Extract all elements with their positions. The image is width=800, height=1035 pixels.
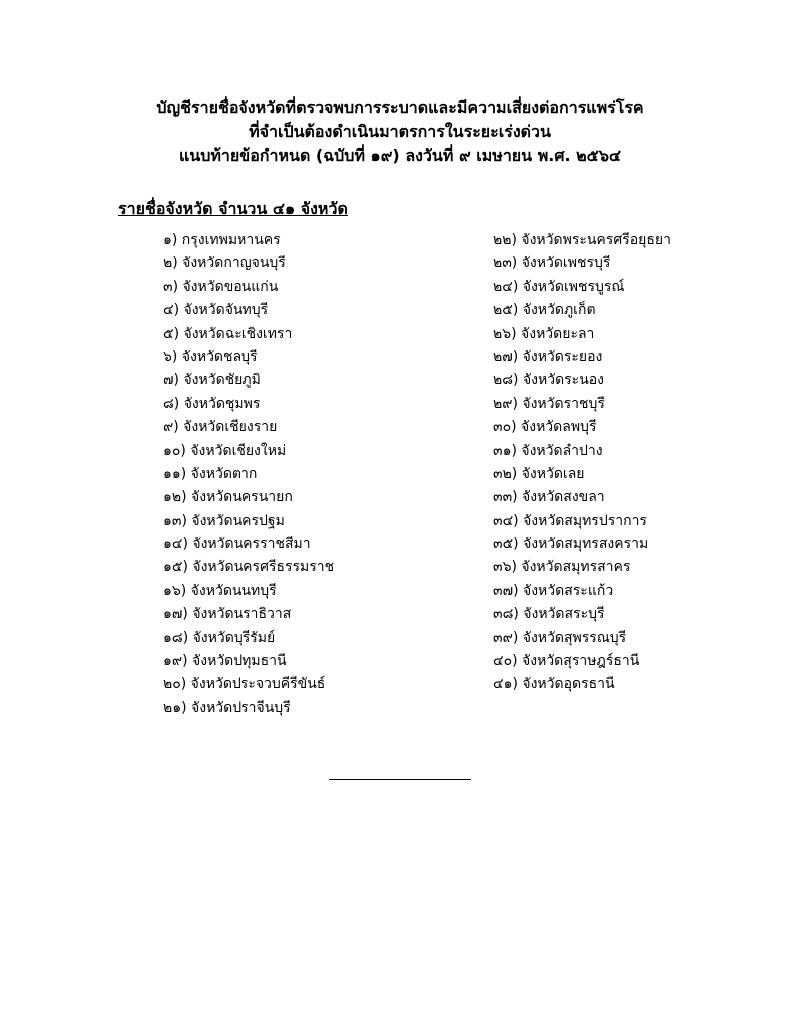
document-title (0, 96, 800, 168)
list-item: ๑๙) จังหวัดปทุมธานี (163, 653, 287, 670)
title-line-1: บัญชีรายชื่อจังหวัดที่ตรวจพบการระบาดและมีความเสี่ยงต่อการแพร่โรค (156, 98, 644, 117)
list-item: ๓) จังหวัดขอนแก่น (163, 278, 279, 295)
list-item: ๑๖) จังหวัดนนทบุรี (163, 582, 277, 599)
list-item: ๑๒) จังหวัดนครนายก (163, 489, 293, 506)
list-item: ๓๑) จังหวัดลำปาง (493, 442, 603, 459)
list-item: ๙) จังหวัดเชียงราย (163, 419, 278, 436)
list-item: ๒๕) จังหวัดภูเก็ต (493, 302, 596, 319)
list-item: ๓๔) จังหวัดสมุทรปราการ (493, 512, 647, 529)
list-item: ๓๗) จังหวัดสระแก้ว (493, 582, 614, 599)
list-item: ๒๑) จังหวัดปราจีนบุรี (163, 699, 291, 716)
list-item: ๑) กรุงเทพมหานคร (163, 232, 281, 248)
list-item: ๑๕) จังหวัดนครศรีธรรมราช (163, 559, 335, 576)
list-item: ๓๖) จังหวัดสมุทรสาคร (493, 559, 631, 576)
list-item: ๓๒) จังหวัดเลย (493, 465, 585, 482)
list-item: ๔๐) จังหวัดสุราษฎร์ธานี (493, 653, 640, 670)
province-list-left (163, 229, 334, 720)
list-item: ๓๐) จังหวัดลพบุรี (493, 419, 597, 436)
closing-divider (329, 779, 471, 780)
list-item: ๑๘) จังหวัดบุรีรัมย์ (163, 629, 276, 646)
list-item: ๒๒) จังหวัดพระนครศรีอยุธยา (493, 232, 671, 248)
list-item: ๖) จังหวัดชลบุรี (163, 348, 258, 365)
list-item: ๔) จังหวัดจันทบุรี (163, 302, 269, 319)
list-item: ๒๓) จังหวัดเพชรบุรี (493, 255, 611, 272)
list-item: ๑๔) จังหวัดนครราชสีมา (163, 536, 311, 553)
list-item: ๓๘) จังหวัดสระบุรี (493, 606, 605, 623)
section-heading: รายชื่อจังหวัด จำนวน ๔๑ จังหวัด (118, 199, 348, 218)
list-item: ๒๖) จังหวัดยะลา (493, 325, 595, 342)
list-item: ๒๐) จังหวัดประจวบคีรีขันธ์ (163, 676, 326, 693)
list-item: ๓๓) จังหวัดสงขลา (493, 489, 605, 506)
list-item: ๑๐) จังหวัดเชียงใหม่ (163, 442, 287, 459)
list-item: ๔๑) จังหวัดอุดรธานี (493, 676, 615, 693)
title-line-3: แนบท้ายข้อกำหนด (ฉบับที่ ๑๙) ลงวันที่ ๙ เมษายน พ.ศ. ๒๕๖๔ (178, 146, 622, 165)
list-item: ๑๗) จังหวัดนราธิวาส (163, 606, 292, 623)
list-item: ๒๘) จังหวัดระนอง (493, 372, 605, 389)
list-item: ๕) จังหวัดฉะเชิงเทรา (163, 325, 293, 342)
title-line-2: ที่จำเป็นต้องดำเนินมาตรการในระยะเร่งด่วน (249, 122, 551, 141)
list-item: ๑๑) จังหวัดตาก (163, 465, 258, 482)
list-item: ๑๓) จังหวัดนครปฐม (163, 512, 285, 529)
list-item: ๗) จังหวัดชัยภูมิ (163, 372, 261, 389)
list-item: ๒๗) จังหวัดระยอง (493, 348, 603, 365)
list-item: ๘) จังหวัดชุมพร (163, 395, 261, 412)
list-item: ๓๙) จังหวัดสุพรรณบุรี (493, 629, 627, 646)
list-item: ๓๕) จังหวัดสมุทรสงคราม (493, 536, 649, 553)
province-list-right (493, 229, 671, 697)
list-item: ๒) จังหวัดกาญจนบุรี (163, 255, 286, 272)
list-item: ๒๔) จังหวัดเพชรบูรณ์ (493, 278, 625, 295)
list-item: ๒๙) จังหวัดราชบุรี (493, 395, 605, 412)
